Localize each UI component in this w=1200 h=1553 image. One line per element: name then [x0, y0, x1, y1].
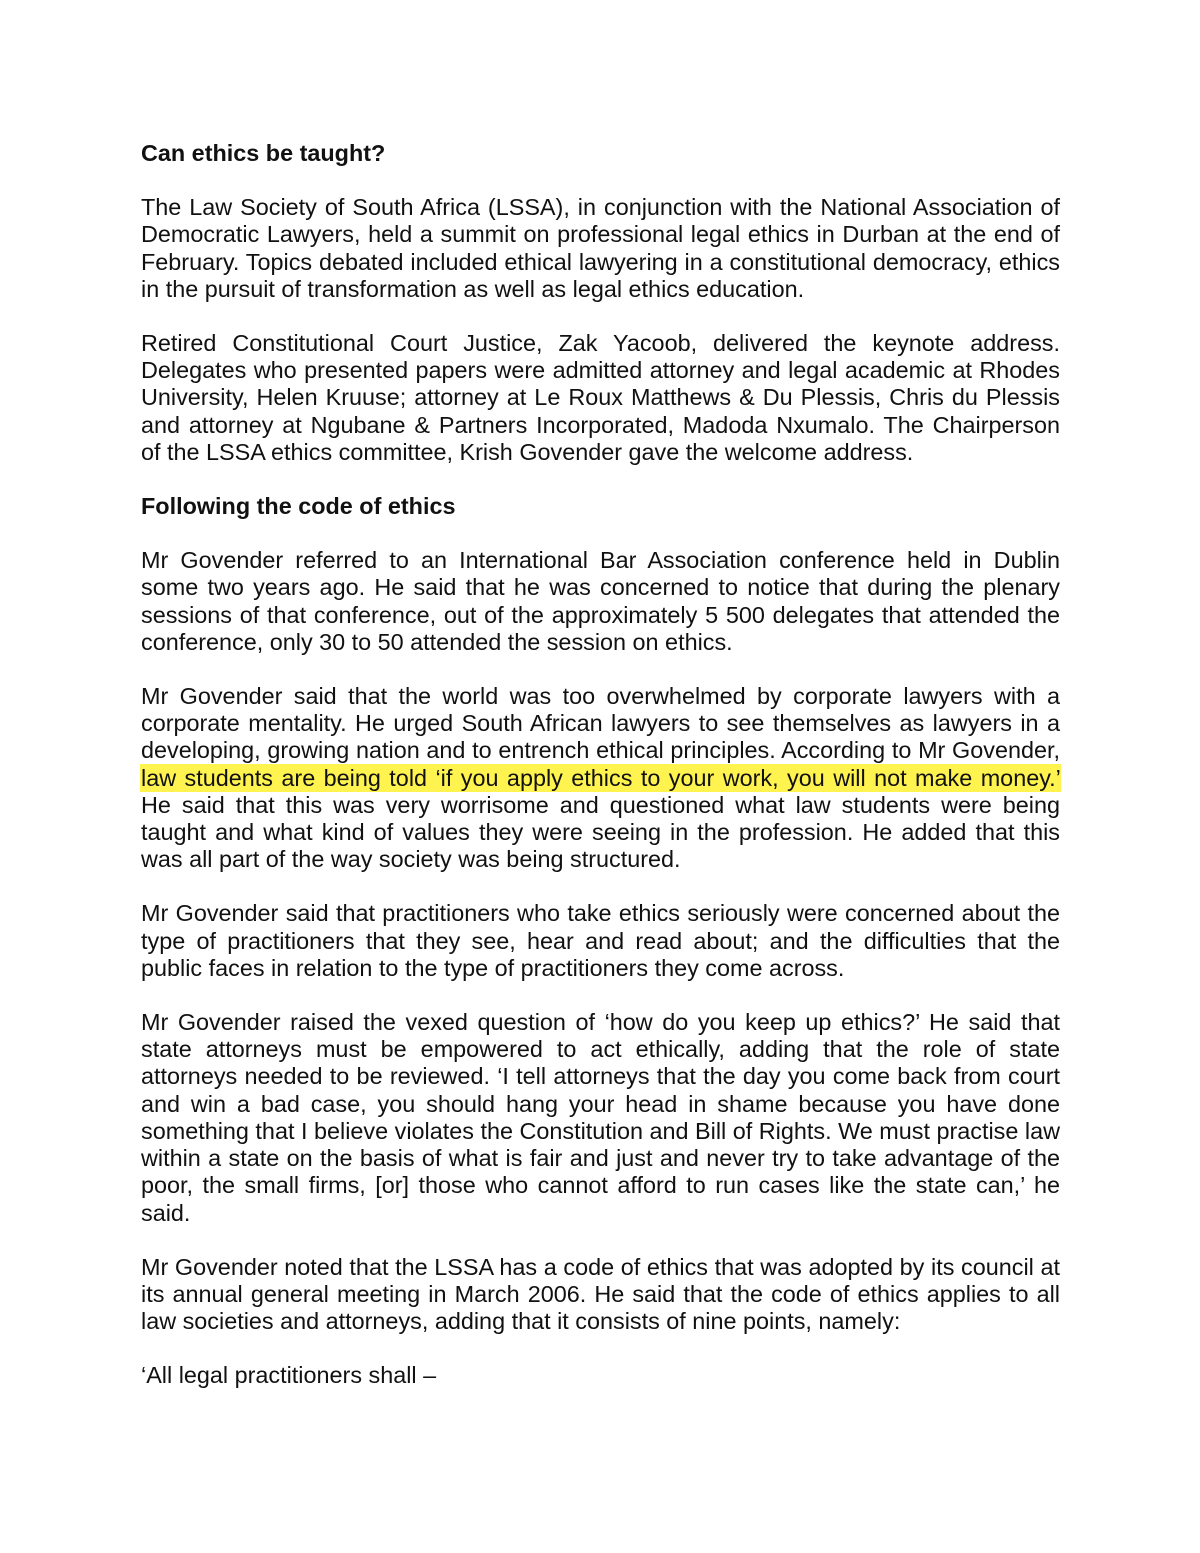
paragraph-list-intro: ‘All legal practitioners shall –: [141, 1362, 437, 1389]
highlighted-quote: law students are being told ‘if you apply ethics to your work, you will not make money.’: [141, 764, 1060, 791]
paragraph-intro: The Law Society of South Africa (LSSA), in conjunction with the National Association of Democratic Lawyers, held a summit on professional legal ethics in Durban at the end of February. Topics debated included ethical lawyering in a constitutional democracy, ethics in the pursuit of transformation as well as legal ethics education.: [141, 194, 1060, 302]
paragraph-text: Mr Govender said that the world was too overwhelmed by corporate lawyers with a corporate mentality. He urged South African lawyers to see themselves as lawyers in a developing, growing nation and to entrench ethical principles. According to Mr Govender,: [141, 683, 1060, 764]
paragraph-corporate-mentality: [141, 683, 1060, 873]
paragraph-dublin-conference: Mr Govender referred to an International Bar Association conference held in Dublin some two years ago. He said that he was concerned to notice that during the plenary sessions of that conference, out of the approximately 5 500 delegates that attended the conference, only 30 to 50 attended the session on ethics.: [141, 547, 1060, 655]
document-title: Can ethics be taught?: [141, 140, 386, 166]
paragraph-text: He said that this was very worrisome and questioned what law students were being taught and what kind of values they were seeing in the profession. He added that this was all part of the way society was being structured.: [141, 791, 1060, 873]
paragraph-keynote: Retired Constitutional Court Justice, Zak Yacoob, delivered the keynote address. Delegates who presented papers were admitted attorney and legal academic at Rhodes University, Helen Kruuse; attorney at Le Roux Matthews & Du Plessis, Chris du Plessis and attorney at Ngubane & Partners Incorporated, Madoda Nxumalo. The Chairperson of the LSSA ethics committee, Krish Govender gave the welcome address.: [141, 330, 1060, 465]
section-heading: Following the code of ethics: [141, 493, 456, 520]
paragraph-practitioners: Mr Govender said that practitioners who take ethics seriously were concerned about the type of practitioners that they see, hear and read about; and the difficulties that the public faces in relation to the type of practitioners they come across.: [141, 900, 1060, 981]
document-page: [141, 140, 1060, 1390]
paragraph-code-of-ethics: Mr Govender noted that the LSSA has a code of ethics that was adopted by its council at its annual general meeting in March 2006. He said that the code of ethics applies to all law societies and attorneys, adding that it consists of nine points, namely:: [141, 1253, 1060, 1335]
paragraph-state-attorneys: Mr Govender raised the vexed question of ‘how do you keep up ethics?’ He said that state attorneys must be empowered to act ethically, adding that the role of state attorneys needed to be reviewed. ‘I tell attorneys that the day you come back from court and win a bad case, you should hang your head in shame because you have done something that I believe violates the Constitution and Bill of Rights. We must practise law within a state on the basis of what is fair and just and never try to take advantage of the poor, the small firms, [or] those who cannot afford to run cases like the state can,’ he said.: [141, 1009, 1060, 1226]
